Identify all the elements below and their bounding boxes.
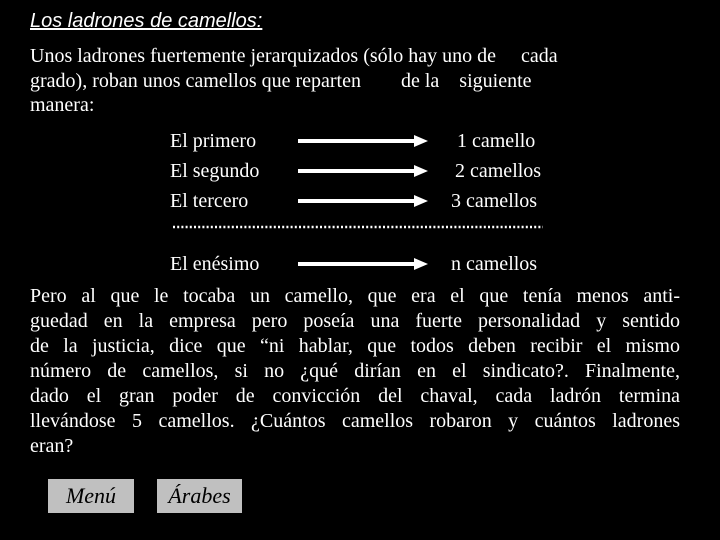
camel-count: 2 camellos [455, 160, 542, 182]
camel-count: 3 camellos [451, 190, 538, 212]
intro-line: grado), roban unos camellos que reparten de la siguiente [30, 69, 532, 92]
conclusion-line: número de camellos, si no ¿qué dirían en el sindicato?. Finalmente, [30, 360, 680, 382]
distribution-row-final [170, 252, 590, 276]
thief-label: El segundo [170, 160, 260, 182]
distribution-row [170, 159, 590, 183]
distribution-row [170, 129, 590, 153]
conclusion-line: de la justicia, dice que “ni hablar, que todos deben recibir el mismo [30, 335, 680, 357]
arrow-icon [298, 257, 428, 271]
arrow-icon [298, 194, 428, 208]
arrow-icon [298, 134, 428, 148]
arrow-icon [298, 164, 428, 178]
conclusion-line: guedad en la empresa pero poseía una fuerte personalidad y sentido [30, 310, 680, 332]
thief-label: El enésimo [170, 253, 260, 275]
ellipsis-separator [172, 224, 544, 230]
intro-paragraph [30, 44, 558, 118]
camel-count: 1 camello [457, 130, 536, 152]
page-title: Los ladrones de camellos: [30, 10, 263, 32]
thief-label: El primero [170, 130, 257, 152]
arabes-button[interactable]: Árabes [157, 479, 242, 513]
camel-count: n camellos [451, 253, 538, 275]
intro-line: manera: [30, 94, 95, 116]
thief-label: El tercero [170, 190, 249, 212]
conclusion-line: dado el gran poder de convicción del chaval, cada ladrón termina [30, 385, 680, 407]
conclusion-line: llevándose 5 camellos. ¿Cuántos camellos robaron y cuántos ladrones [30, 410, 680, 432]
menu-button[interactable]: Menú [48, 479, 134, 513]
distribution-row [170, 189, 590, 213]
conclusion-paragraph [30, 284, 680, 459]
intro-line: Unos ladrones fuertemente jerarquizados (sólo hay uno de cada [30, 45, 558, 67]
conclusion-line: Pero al que le tocaba un camello, que era el que tenía menos anti- [30, 285, 680, 307]
conclusion-line: eran? [30, 435, 74, 457]
